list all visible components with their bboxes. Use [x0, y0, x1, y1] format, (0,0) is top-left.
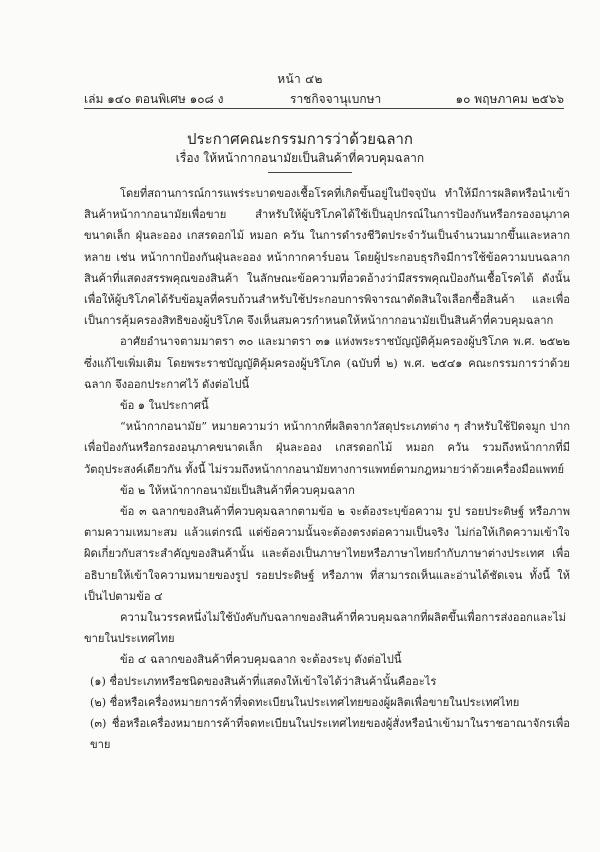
volume-info: เล่ม ๑๔๐ ตอนพิเศษ ๑๐๘ ง: [84, 92, 224, 106]
clause-4-item-3: (๓) ชื่อหรือเครื่องหมายการค้าที่จดทะเบียนในประเทศไทยของผู้สั่งหรือนำเข้ามาในราชอาณาจักรเพื่อขาย: [90, 717, 570, 752]
announcement-title: ประกาศคณะกรรมการว่าด้วยฉลาก: [186, 130, 414, 148]
clause-1: ข้อ ๑ ในประกาศนี้: [120, 399, 209, 413]
clause-4-item-2: (๒) ชื่อหรือเครื่องหมายการค้าที่จดทะเบียนในประเทศไทยของผู้ผลิตเพื่อขายในประเทศไทย: [90, 695, 520, 709]
page-number: หน้า ๔๒: [277, 72, 323, 86]
clause-4-item-1: (๑) ชื่อประเภทหรือชนิดของสินค้าที่แสดงให้เข้าใจได้ว่าสินค้านั้นคืออะไร: [90, 674, 437, 688]
header-divider: [84, 108, 564, 109]
announcement-subject: เรื่อง ให้หน้ากากอนามัยเป็นสินค้าที่ควบคุมฉลาก: [175, 151, 425, 165]
clause-1-definition: “หน้ากากอนามัย” หมายความว่า หน้ากากที่ผลิตจากวัสดุประเภทต่าง ๆ สำหรับใช้ปิดจมูก ปาก เพื่อป้องกันหรือกรองอนุภาคขนาดเล็ก ฝุ่นละออง เกสรดอกไม้ หมอก ควัน รวมถึงหน้ากากที่มีวัตถุประสงค์เดียวกัน ทั้งนี้ ไม่รวมถึงหน้ากากอนามัยทางการแพทย์ตามกฎหมายว่าด้วยเครื่องมือแพทย์: [84, 420, 570, 476]
clause-4: ข้อ ๔ ฉลากของสินค้าที่ควบคุมฉลาก จะต้องระบุ ดังต่อไปนี้: [120, 653, 402, 667]
announcement-body: [84, 183, 570, 755]
clause-3: ข้อ ๓ ฉลากของสินค้าที่ควบคุมฉลากตามข้อ ๒ จะต้องระบุข้อความ รูป รอยประดิษฐ์ หรือภาพตามความเหมาะสม แล้วแต่กรณี แต่ข้อความนั้นจะต้องตรงต่อความเป็นจริง ไม่ก่อให้เกิดความเข้าใจผิดเกี่ยวกับสาระสำคัญของสินค้านั้น และต้องเป็นภาษาไทยหรือภาษาไทยกำกับภาษาต่างประเทศ เพื่ออธิบายให้เข้าใจความหมายของรูป รอยประดิษฐ์ หรือภาพ ที่สามารถเห็นและอ่านได้ชัดเจน ทั้งนี้ ให้เป็นไปตามข้อ ๔: [84, 505, 570, 603]
preamble-paragraph: โดยที่สถานการณ์การแพร่ระบาดของเชื้อโรคที่เกิดขึ้นอยู่ในปัจจุบัน ทำให้มีการผลิตหรือนำเข้าสินค้าหน้ากากอนามัยเพื่อขาย สำหรับให้ผู้บริโภคได้ใช้เป็นอุปกรณ์ในการป้องกันหรือกรองอนุภาคขนาดเล็ก ฝุ่นละออง เกสรดอกไม้ หมอก ควัน ในการดำรงชีวิตประจำวันเป็นจำนวนมากขึ้นและหลากหลาย เช่น หน้ากากป้องกันฝุ่นละออง หน้ากากคาร์บอน โดยผู้ประกอบธุรกิจมีการใช้ข้อความบนฉลากสินค้าที่แสดงสรรพคุณของสินค้า ในลักษณะข้อความที่อวดอ้างว่ามีสรรพคุณป้องกันเชื้อโรคได้ ดังนั้น เพื่อให้ผู้บริโภคได้รับข้อมูลที่ครบถ้วนสำหรับใช้ประกอบการพิจารณาตัดสินใจเลือกซื้อสินค้า และเพื่อเป็นการคุ้มครองสิทธิของผู้บริโภค จึงเห็นสมควรกำหนดให้หน้ากากอนามัยเป็นสินค้าที่ควบคุมฉลาก: [84, 187, 570, 328]
authority-paragraph: อาศัยอำนาจตามมาตรา ๓๐ และมาตรา ๓๑ แห่งพระราชบัญญัติคุ้มครองผู้บริโภค พ.ศ. ๒๕๒๒ ซึ่งแก้ไขเพิ่มเติม โดยพระราชบัญญัติคุ้มครองผู้บริโภค (ฉบับที่ ๒) พ.ศ. ๒๕๔๑ คณะกรรมการว่าด้วยฉลาก จึงออกประกาศไว้ ดังต่อไปนี้: [84, 335, 570, 391]
clause-3-exemption: ความในวรรคหนึ่งไม่ใช้บังคับกับฉลากของสินค้าที่ควบคุมฉลากที่ผลิตขึ้นเพื่อการส่งออกและไม่ขายในประเทศไทย: [84, 611, 567, 646]
clause-2: ข้อ ๒ ให้หน้ากากอนามัยเป็นสินค้าที่ควบคุมฉลาก: [120, 483, 355, 497]
gazette-name: ราชกิจจานุเบกษา: [290, 92, 382, 106]
publication-date: ๑๐ พฤษภาคม ๒๕๖๖: [455, 92, 564, 106]
title-divider: [268, 172, 352, 173]
gazette-header: [84, 90, 564, 106]
